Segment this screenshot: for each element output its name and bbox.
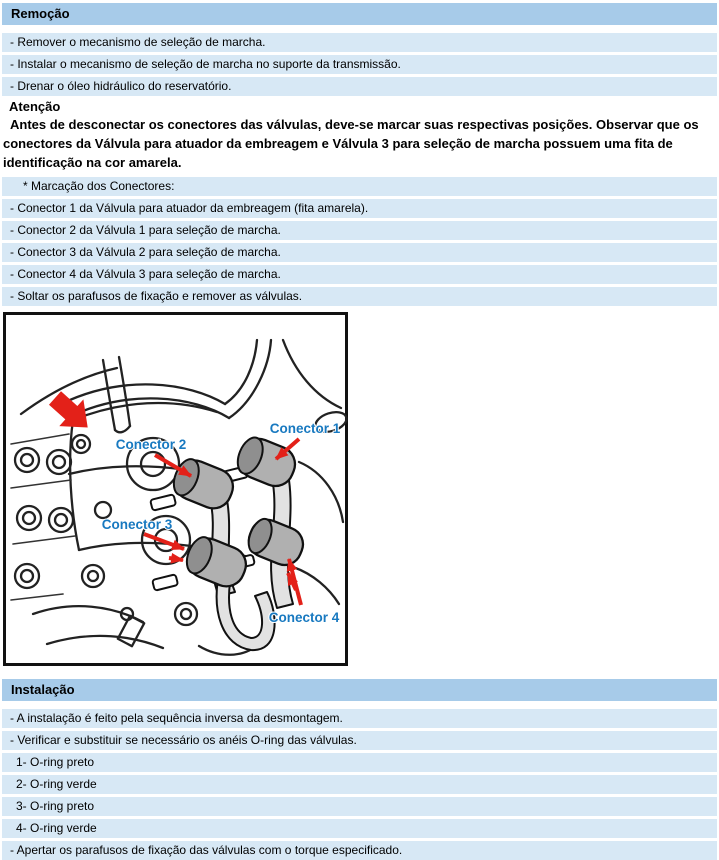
list-item: - A instalação é feito pela sequência inversa da desmontagem. (2, 709, 717, 728)
figure-label-conector-2: Conector 2 (115, 437, 187, 452)
list-item: - Conector 4 da Válvula 3 para seleção de marcha. (2, 265, 717, 284)
list-item: 1- O-ring preto (2, 753, 717, 772)
list-item: - Remover o mecanismo de seleção de marcha. (2, 33, 717, 52)
list-item: - Drenar o óleo hidráulico do reservatório. (2, 77, 717, 96)
list-item: - Conector 3 da Válvula 2 para seleção de marcha. (2, 243, 717, 262)
list-item: - Conector 2 da Válvula 1 para seleção de marcha. (2, 221, 717, 240)
list-item: - Conector 1 da Válvula para atuador da embreagem (fita amarela). (2, 199, 717, 218)
section-header-installation: Instalação (2, 679, 717, 701)
list-item: - Instalar o mecanismo de seleção de marcha no suporte da transmissão. (2, 55, 717, 74)
valve-connectors-figure (3, 312, 348, 666)
list-item: 3- O-ring preto (2, 797, 717, 816)
figure-label-conector-4: Conector 4 (268, 610, 340, 625)
valve-connectors-illustration (3, 312, 348, 666)
list-item: - Verificar e substituir se necessário os anéis O-ring das válvulas. (2, 731, 717, 750)
arrow-conector-3b (169, 558, 183, 560)
list-item: - Soltar os parafusos de fixação e remover as válvulas. (2, 287, 717, 306)
list-item: - Apertar os parafusos de fixação das válvulas com o torque especificado. (2, 841, 717, 860)
marking-intro: * Marcação dos Conectores: (2, 177, 717, 196)
attention-title: Atenção (9, 99, 61, 114)
attention-body: Antes de desconectar os conectores das válvulas, deve-se marcar suas respectivas posições. Observar que os conectores da Válvula para atuador da embreagem e Válvula 3 para seleção de marcha possuem uma fita de identificação na cor amarela. (3, 117, 699, 170)
figure-label-conector-3: Conector 3 (101, 517, 173, 532)
list-item: 2- O-ring verde (2, 775, 717, 794)
figure-label-conector-1: Conector 1 (269, 421, 341, 436)
list-item: 4- O-ring verde (2, 819, 717, 838)
section-header-removal: Remoção (2, 3, 717, 25)
